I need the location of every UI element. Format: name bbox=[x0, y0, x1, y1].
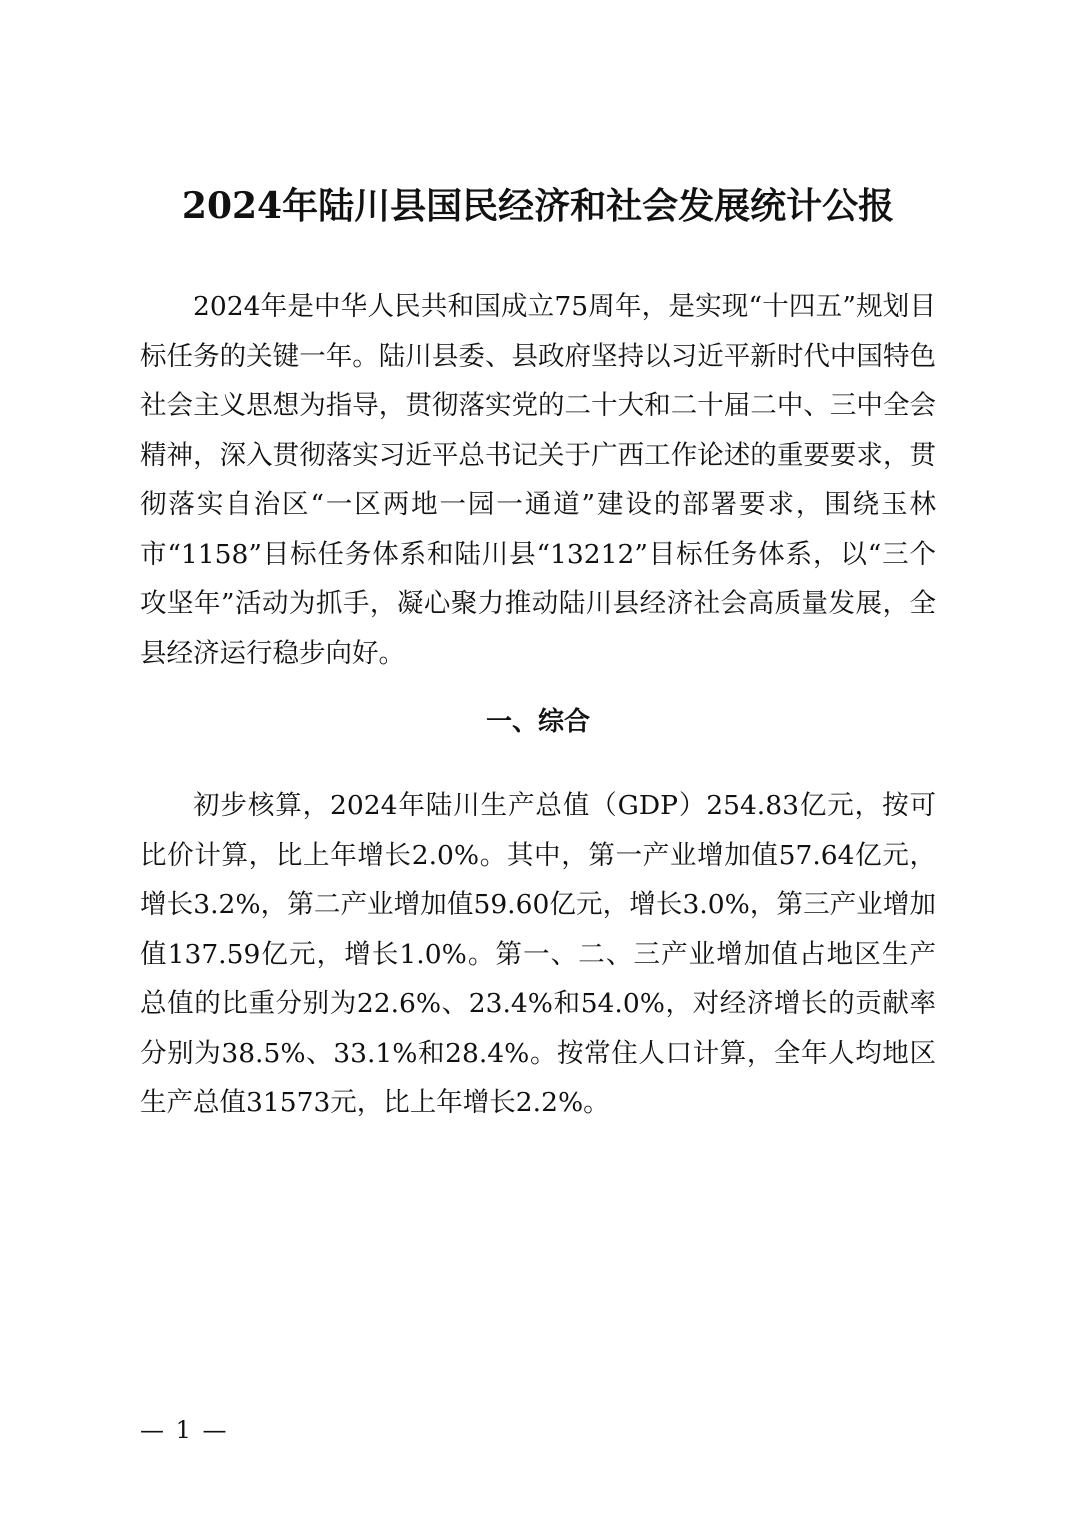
intro-paragraph: 2024年是中华人民共和国成立75周年，是实现“十四五”规划目标任务的关键一年。陆川县委、县政府坚持以习近平新时代中国特色社会主义思想为指导，贯彻落实党的二十大和二十届二中、三中全会精神，深入贯彻落实习近平总书记关于广西工作论述的重要要求，贯彻落实自治区“一区两地一园一通道”建设的部署要求，围绕玉林市“1158”目标任务体系和陆川县“13212”目标任务体系，以“三个攻坚年”活动为抓手，凝心聚力推动陆川县经济社会高质量发展，全县经济运行稳步向好。 bbox=[140, 291, 936, 669]
document-title: 2024年陆川县国民经济和社会发展统计公报 bbox=[181, 185, 895, 227]
section-heading-comprehensive: 一、综合 bbox=[485, 707, 590, 737]
gdp-paragraph: 初步核算，2024年陆川生产总值（GDP）254.83亿元，按可比价计算，比上年增长2.0%。其中，第一产业增加值57.64亿元，增长3.2%，第二产业增加值59.60亿元，增长3.0%，第三产业增加值137.59亿元，增长1.0%。第一、二、三产业增加值占地区生产总值的比重分别为22.6%、23.4%和54.0%，对经济增长的贡献率分别为38.5%、33.1%和28.4%。按常住人口计算，全年人均地区生产总值31573元，比上年增长2.2%。 bbox=[140, 790, 936, 1118]
page-number: — 1 — bbox=[140, 1416, 229, 1444]
